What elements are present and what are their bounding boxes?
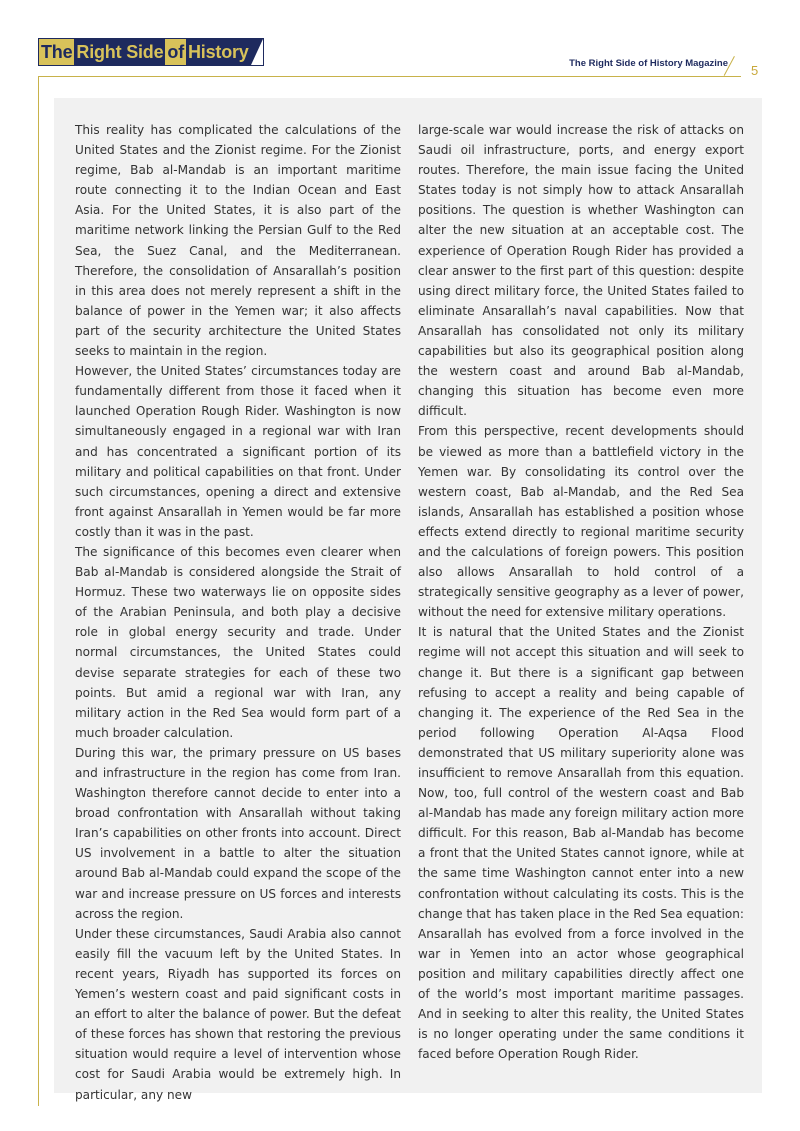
logo-word-history: History [186, 39, 251, 65]
header-rule [38, 76, 741, 77]
paragraph: Under these circumstances, Saudi Arabia also cannot easily fill the vacuum left by the United States. In recent years, Riyadh has supported its forces on Yemen’s western coast and paid significant costs in an effort to alter the balance of power. But the defeat of these forces has shown that restoring the previous situation would require a level of intervention whose cost for Saudi Arabia would be extremely high. In particular, any new [75, 926, 401, 1102]
paragraph: During this war, the primary pressure on US bases and infrastructure in the region has come from Iran. Washington therefore cannot decide to enter into a broad confrontation with Ansarallah without taking Iran’s capabilities on other fronts into account. Direct US involvement in a battle to alter the situation around Bab al-Mandab could expand the scope of the war and increase pressure on US forces and interests across the region. [75, 745, 401, 921]
right-text-column [418, 120, 744, 1064]
paragraph: This reality has complicated the calculations of the United States and the Zionist regime. For the Zionist regime, Bab al-Mandab is an important maritime route connecting it to the Indian Ocean and East Asia. For the United States, it is also part of the maritime network linking the Persian Gulf to the Red Sea, the Suez Canal, and the Mediterranean. Therefore, the consolidation of Ansarallah’s position in this area does not merely represent a shift in the balance of power in the Yemen war; it also affects part of the security architecture the United States seeks to maintain in the region. [75, 123, 401, 359]
logo-word-right-side: Right Side [74, 39, 165, 65]
magazine-name: The Right Side of History Magazine [569, 58, 728, 69]
logo-tail-shape [251, 39, 263, 65]
page-number: 5 [751, 63, 759, 78]
paragraph: From this perspective, recent developments should be viewed as more than a battlefield victory in the Yemen war. By consolidating its control over the western coast, Bab al-Mandab, and the Red Sea islands, Ansarallah has established a position whose effects extend directly to regional maritime security and the calculations of foreign powers. This position also allows Ansarallah to hold control of a strategically sensitive geography as a lever of power, without the need for extensive military operations. [418, 424, 744, 620]
logo-word-the: The [39, 39, 74, 65]
paragraph: large-scale war would increase the risk of attacks on Saudi oil infrastructure, ports, and energy export routes. Therefore, the main issue facing the United States today is not simply how to attack Ansarallah positions. The question is whether Washington can alter the new situation at an acceptable cost. The experience of Operation Rough Rider has provided a clear answer to the first part of this question: despite using direct military force, the United States failed to eliminate Ansarallah’s naval capabilities. Now that Ansarallah has consolidated not only its military capabilities but also its geographical position along the western coast and around Bab al-Mandab, changing this situation has become even more difficult. [418, 123, 744, 419]
magazine-logo [38, 38, 264, 66]
left-text-column [75, 120, 401, 1105]
left-margin-rule [38, 76, 39, 1106]
logo-word-of: of [165, 39, 186, 65]
paragraph: However, the United States’ circumstances today are fundamentally different from those it faced when it launched Operation Rough Rider. Washington is now simultaneously engaged in a regional war with Iran and has concentrated a significant portion of its military and political capabilities on that front. Under such circumstances, opening a direct and extensive front against Ansarallah in Yemen would be far more costly than it was in the past. [75, 364, 401, 539]
paragraph: The significance of this becomes even clearer when Bab al-Mandab is considered alongside the Strait of Hormuz. These two waterways lie on opposite sides of the Arabian Peninsula, and both play a decisive role in global energy security and trade. Under normal circumstances, the United States could devise separate strategies for each of these two points. But amid a regional war with Iran, any military action in the Red Sea would form part of a much broader calculation. [75, 544, 401, 740]
paragraph: It is natural that the United States and the Zionist regime will not accept this situation and will seek to change it. But there is a significant gap between refusing to accept a reality and being capable of changing it. The experience of the Red Sea in the period following Operation Al-Aqsa Flood demonstrated that US military superiority alone was insufficient to remove Ansarallah from this equation. Now, too, full control of the western coast and Bab al-Mandab has made any foreign military action more difficult. For this reason, Bab al-Mandab has become a front that the United States cannot ignore, while at the same time Washington cannot enter into a new confrontation without calculating its costs. This is the change that has taken place in the Red Sea equation: Ansarallah has evolved from a force involved in the war in Yemen into an actor whose geographical position and military capabilities directly affect one of the world’s most important maritime passages. And in seeking to alter this reality, the United States is no longer operating under the same conditions it faced before Operation Rough Rider. [418, 625, 744, 1062]
